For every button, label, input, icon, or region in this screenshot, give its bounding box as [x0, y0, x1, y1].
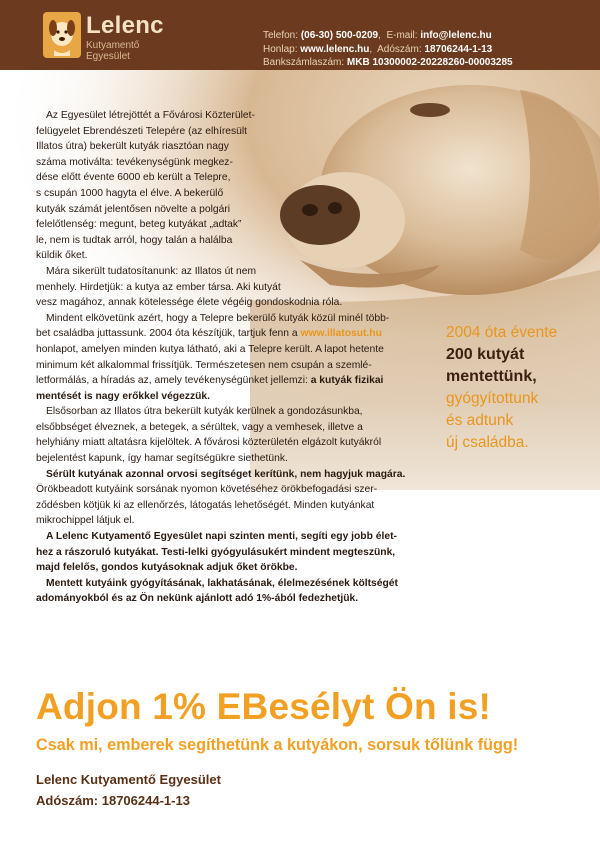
- logo-sub-line: Kutyamentő: [86, 40, 140, 51]
- text-line: elsőbbséget élveznek, a betegek, a sérültek, vagy a vemhesek, illetve a: [36, 421, 363, 433]
- text-line: helyhiány miatt altatásra kijelöltek. A fővárosi közterületén elgázolt kutyákról: [36, 437, 382, 449]
- org-tax-number: Adószám: 18706244-1-13: [36, 793, 190, 808]
- text-line: mikrochippel látjuk el.: [36, 515, 135, 527]
- web-link[interactable]: www.lelenc.hu: [300, 43, 370, 55]
- text-line: Mára sikerült tudatosítanunk: az Illatos út nem: [46, 265, 257, 277]
- contact-line-1: Telefon: (06-30) 500-0209, E-mail: info@lelenc.hu: [263, 30, 492, 41]
- text-line: száma motiválta: tevékenységünk megkez-: [36, 156, 233, 168]
- paragraph-5: [36, 467, 441, 529]
- text-line: Örökbeadott kutyáink sorsának nyomon követéséhez örökbefogadási szer-: [36, 484, 378, 496]
- text-line: dése előtt évente 6000 eb került a Telepre,: [36, 172, 231, 184]
- callout-line: és adtunk: [446, 412, 514, 429]
- org-name: Lelenc Kutyamentő Egyesület: [36, 772, 221, 787]
- text-line: Mentett kutyáink gyógyításának, lakhatásának, élelmezésének költségét: [46, 577, 398, 589]
- contact-line-2: Honlap: www.lelenc.hu, Adószám: 18706244-1-13: [263, 43, 493, 55]
- organization-info: [36, 769, 221, 811]
- logo-name: Lelenc: [86, 12, 164, 39]
- callout-line: 200 kutyát: [446, 346, 525, 363]
- text-line: küldik őket.: [36, 250, 88, 262]
- logo-sub-line: Egyesület: [86, 51, 130, 62]
- paragraph-2: [36, 264, 441, 311]
- text-line: [36, 326, 441, 342]
- main-article: [36, 108, 441, 607]
- bank-label: Bankszámlaszám:: [263, 57, 345, 68]
- dog-logo-icon: [42, 10, 82, 60]
- text-line: menhely. Hirdetjük: a kutya az ember társa. Aki kutyát: [36, 281, 281, 293]
- header-bar: [0, 0, 600, 70]
- text-line: ződésben kötjük ki az ellenőrzés, látogatás lehetőségét. Minden kutyánkat: [36, 499, 375, 511]
- phone-label: Telefon:: [263, 30, 299, 41]
- callout-line: mentettünk,: [446, 368, 537, 385]
- text-line: felügyelet Ebrendészeti Telepére (az elhíresült: [36, 125, 248, 137]
- text-line: [36, 373, 441, 389]
- text-line: Az Egyesület létrejöttét a Fővárosi Közterület-: [46, 110, 255, 121]
- text-line: kutyák számát jelentősen növelte a polgári: [36, 203, 231, 215]
- bank-value: MKB 10300002-20228260-00003285: [346, 57, 513, 68]
- paragraph-6: [36, 529, 441, 576]
- paragraph-4: [36, 404, 441, 466]
- email-label: E-mail:: [386, 30, 418, 41]
- stats-callout: [446, 322, 596, 454]
- text-line: s csupán 1000 hagyta el élve. A bekerülő: [36, 187, 224, 199]
- contact-info: [263, 29, 593, 70]
- donation-headline: Adjon 1% EBesélyt Ön is!: [36, 686, 492, 727]
- text-line: adományokból és az Ön nekünk ajánlott adó 1%-ából fedezhetjük.: [36, 593, 359, 605]
- callout-line: 2004 óta évente: [446, 324, 558, 341]
- contact-line-3: [263, 56, 593, 70]
- logo: [42, 10, 192, 62]
- text-line: felelőtlenség: megunt, beteg kutyákat „adtak”: [36, 219, 242, 231]
- text-line: A Lelenc Kutyamentő Egyesület napi szinten menti, segíti egy jobb élet-: [46, 531, 397, 543]
- text-span: letformálás, a híradás az, amely tevékenységünket jellemzi:: [36, 375, 311, 387]
- paragraph-3: [36, 311, 441, 405]
- text-line: hez a rászoruló kutyákat. Testi-lelki gyógyulásukért mindent megteszünk,: [36, 546, 396, 558]
- phone-value[interactable]: (06-30) 500-0209: [300, 30, 379, 41]
- tax-value: 18706244-1-13: [424, 43, 493, 55]
- logo-subtitle: [86, 40, 139, 62]
- text-span: bet családba juttassunk. 2004 óta készítjük, tartjuk fenn a: [36, 328, 301, 340]
- text-line: honlapot, amelyen minden kutya látható, aki a Telepre került. A lapot hetente: [36, 343, 384, 355]
- text-line: minimum két alkalommal frissítjük. Természetesen nem csupán a szemlé-: [36, 359, 372, 371]
- text-line: mentését is nagy erőkkel végezzük.: [36, 390, 210, 402]
- text-line: Illatos útra) bekerült kutyák riasztóan nagy: [36, 141, 229, 153]
- text-line: Mindent elkövetünk azért, hogy a Telepre bekerülő kutyák közül minél több-: [46, 312, 390, 324]
- callout-line: új családba.: [446, 434, 529, 451]
- text-line: Sérült kutyának azonnal orvosi segítséget kerítünk, nem hagyjuk magára.: [46, 468, 406, 480]
- paragraph-intro: [36, 108, 298, 264]
- text-line: bejelentést kapunk, így hamar segítségükre siethetünk.: [36, 453, 288, 465]
- web-label: Honlap:: [263, 43, 298, 55]
- text-line: majd felelős, gondos kutyásoknak adjuk őket örökbe.: [36, 562, 298, 574]
- paragraph-7: [36, 576, 441, 607]
- illatosut-link[interactable]: www.illatosut.hu: [300, 328, 382, 340]
- callout-line: gyógyítottunk: [446, 390, 539, 407]
- tax-label: Adószám:: [377, 43, 422, 55]
- text-line: Elsősorban az Illatos útra bekerült kutyák kerülnek a gondozásunkba,: [46, 406, 363, 418]
- donation-subtitle: Csak mi, emberek segíthetünk a kutyákon, sorsuk tőlünk függ!: [36, 736, 519, 754]
- bold-text: a kutyák fizikai: [310, 375, 384, 387]
- text-line: vesz magához, annak kötelessége élete végéig gondoskodnia róla.: [36, 297, 343, 309]
- email-value[interactable]: info@lelenc.hu: [420, 30, 492, 41]
- text-line: le, nem is tudtak arról, hogy talán a halálba: [36, 234, 233, 246]
